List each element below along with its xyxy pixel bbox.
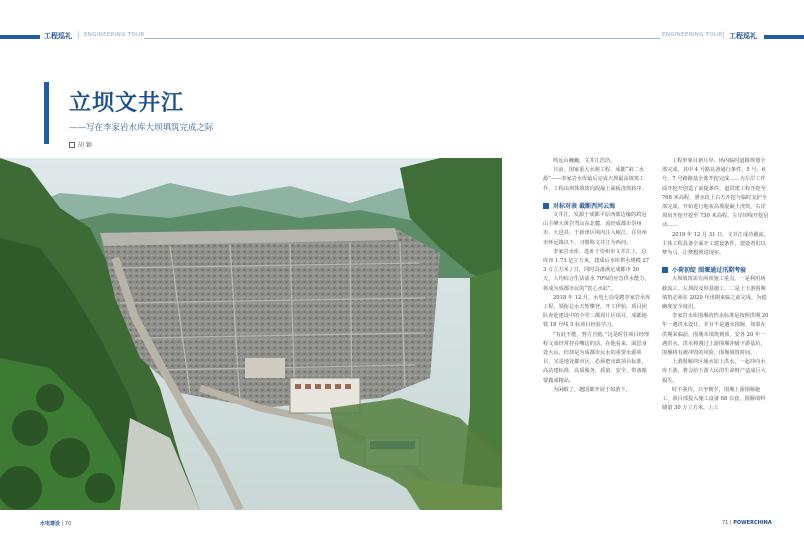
- author-box-icon: [69, 142, 75, 148]
- col1-paragraph-6: “有此不能，努力自勉。”这是时任项目经理程文成经常挂在嘴边的话。在他看来，面思身处大山，但却是为成都市民水的重要水源项目，又是地处都市区，必须把市政项目标准，高站建标准，高质服务，质量、安全、带备都要做成精品。: [543, 331, 650, 384]
- footer-page-left: 70: [64, 521, 72, 527]
- header-section-en-left: ENGINEERING TOUR: [84, 32, 145, 38]
- article-title: 立坝文井江: [69, 91, 185, 116]
- header-accent-bar-left: [0, 35, 40, 39]
- dam-construction-photo: [0, 158, 502, 510]
- col1-paragraph-7: 为闲暇了，越国都开展于如游下，: [553, 386, 631, 393]
- header-section-cn-right: 工程巡礼: [729, 32, 757, 40]
- footer-right: 71 | POWERCHINA: [722, 520, 772, 526]
- author-byline: [69, 140, 92, 149]
- footer-brand: POWERCHINA: [733, 520, 772, 526]
- article-subtitle: ——写在李家岩水库大坝填筑完成之际: [69, 123, 214, 133]
- col1-paragraph-4: 李家岩水库，选址于崇州市文井江上，总库容 1.73 亿立方米，建成后水库供水规模 273 万立方米 / 日，同时具备满足成都市 30 天，人均综合生活需水 70%的应急供水能力，将成为成都市民的“饮心水缸”。: [543, 248, 650, 292]
- section-marker-icon: [543, 203, 549, 209]
- section-heading-2: [662, 266, 770, 275]
- col1-paragraph-1: 鸣远山巍巍，文井江浩浩。: [553, 158, 616, 164]
- article-column-1: [543, 157, 651, 395]
- footer-left: 水电建设 | 70: [40, 521, 72, 527]
- header-section-en-right: ENGINEERING TOUR: [662, 32, 723, 38]
- col2-paragraph-4: 李家岩水库围堰的挡水标准是按照洪期 20 年一遇洪水设计，并且不是遇水围堰，如果在洪期来临前，围堰未填筑到顶，安各 20 年一遇洪水，洪水将漫过上游围堰冲破下游基坑，围堰将有被冲毁的风险，围堰填筑时间。: [662, 313, 769, 357]
- col1-paragraph-3: 文井江，发源于成都平原西部边缘的鸡冠山主峰大黄岩弯山东北麓，流经成都市崇州市、大邑县，于新津区境内注入岷江。在崇州市怀远镇以下，习惯称文井江为西河。: [543, 212, 647, 246]
- col2-paragraph-6: 时不我待，只争朝夕，围堰上游围堰施工，项目部投入施工设备 68 台套，围堰填料储量 30 万立方米，土工: [662, 386, 766, 412]
- col1-paragraph-5: 2018 年 12 月，水电七局受聘李家岩水库工程，领衔总水天堑攀登。开工伊始，项目团队奔赴建设中的全党三都周片区项目，成都地铁 18 号线 5 标项目经验学习。: [543, 294, 651, 329]
- col2-paragraph-5: 上游围堰冲区域水加上洪水，一起冲向水库下游，将会给下游人民的生命财产造成巨大损失。: [662, 359, 766, 384]
- section-heading-1: [543, 202, 651, 211]
- col2-paragraph-1: 工程形象目新月异。场内临时道路规划全部完成，其中 4 号路具备通行条件，5 号、6 号、7 号路路基全部开挖完成……为左岸工作面开挖开创造了前提条件。道洪建工程开挖至 768 米高程，泄水段上右方开挖与临时支护全部完成，开始进行地灰高坡混凝土浇筑，右岸坝肩开挖开挖至 730 米高程，左岸坝线开挖启动……: [662, 158, 769, 229]
- col2-paragraph-2: 2019 年 12 月 31 日，文井江成功截流。主体工程具备全面开工建设条件，建设者们以梦为马，让梦想照进现实。: [662, 231, 769, 257]
- header-accent-bar-right: [764, 35, 804, 39]
- article-column-2: [662, 157, 770, 413]
- footer-page-right: 71: [722, 520, 729, 526]
- section-heading-2-text: 小荷初绽 围堰通过汛期考验: [672, 267, 747, 275]
- header-separator-right: |: [722, 31, 725, 39]
- section-heading-1-text: 对标对表 截断西河云海: [553, 202, 616, 210]
- col1-paragraph-2: 日前，国家重大水利工程、成都“第二水源”——李家岩水库最后完成大坝最高填筑工作，工程由坝体填筑向混凝土面板浇筑转序。: [543, 167, 647, 192]
- header-section-cn-left: 工程巡礼: [44, 32, 72, 40]
- section-marker-icon: [662, 267, 668, 273]
- header-rule-right: [402, 38, 660, 39]
- col2-paragraph-3: 大坝填筑需有两项施工重点，一是利用场截流工、左坝段及坝基施工，二是上下游围堰填筑必须在 2020 年汛期来临之前完成，为稳确度安全度汛。: [662, 276, 767, 311]
- footer-magazine: 水电建设: [40, 521, 61, 527]
- header-separator-left: |: [77, 31, 80, 39]
- header-rule-left: [144, 38, 402, 39]
- author-name: 胡 颖: [78, 142, 92, 149]
- title-accent-bar: [44, 82, 49, 144]
